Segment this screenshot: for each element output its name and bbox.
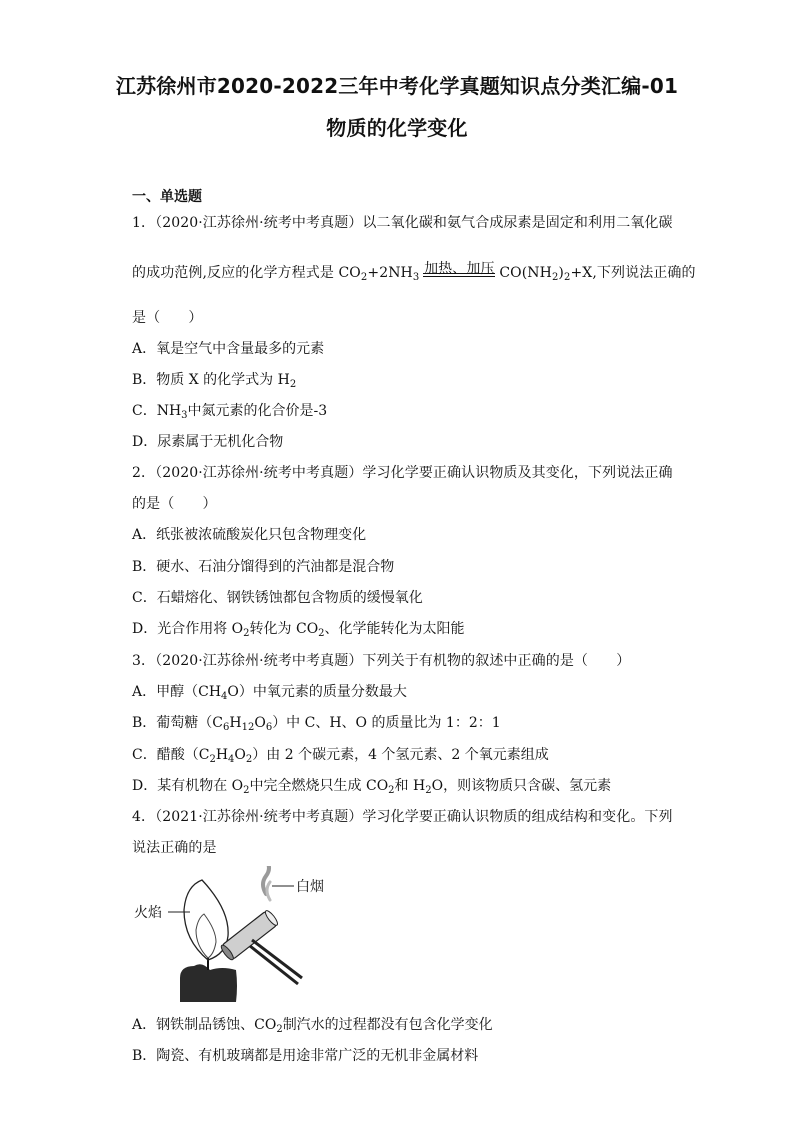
q4-stem-line2: 说法正确的是 (132, 840, 217, 856)
tongs-arm-upper (252, 940, 302, 978)
flame-label: 火焰 (134, 905, 162, 921)
q1-option-d: D．尿素属于无机化合物 (132, 434, 284, 450)
q2-stem-line2: 的是（ ） (132, 496, 217, 512)
q1-stem-line3: 是（ ） (132, 310, 203, 326)
q2-stem-line1: 2．（2020·江苏徐州·统考中考真题）学习化学要正确认识物质及其变化，下列说法正确 (132, 465, 673, 481)
q3-option-a: A．甲醇$(CH_4O)$中氧元素的质量分数最大 (132, 684, 407, 702)
q1-stem-line2: 的成功范例,反应的化学方程式是 $CO_2+2NH_3$ 加热、加压 $CO(NH_2)_2+X$,下列说法正确的 (132, 262, 696, 282)
q1-stem-line1: 1．（2020·江苏徐州·统考中考真题）以二氧化碳和氨气合成尿素是固定和利用二氧化碳 (132, 215, 673, 231)
tongs-arm-lower (250, 946, 298, 984)
q3-option-b: B．葡萄糖$(C_6H_{12}O_6)$中 C、H、O 的质量比为 1：2：1 (132, 715, 501, 733)
q1-option-b: B．物质 X 的化学式为 $H_2$ (132, 372, 297, 390)
section-heading: 一、单选题 (132, 189, 202, 205)
q3-option-d: D．某有机物在 $O_2$中完全燃烧只生成 $CO_2$和 $H_2O$，则该物质只含碳、氢元素 (132, 778, 612, 796)
q2-option-c: C．石蜡熔化、钢铁锈蚀都包含物质的缓慢氧化 (132, 590, 423, 606)
q3-stem-line1: 3．（2020·江苏徐州·统考中考真题）下列关于有机物的叙述中正确的是（ ） (132, 653, 631, 669)
reaction-condition-label: 加热、加压 (424, 261, 495, 277)
q3-option-c: C．醋酸$(C_2H_4O_2)$由 2 个碳元素，4 个氢元素、2 个氧元素组成 (132, 747, 549, 765)
document-title-line2: 物质的化学变化 (326, 116, 468, 140)
white-smoke-wisp (267, 882, 270, 900)
candle-flame-figure (132, 866, 352, 1006)
q1-option-c: C．$NH_3$中氮元素的化合价是-3 (132, 403, 328, 421)
q4-stem-line1: 4．（2021·江苏徐州·统考中考真题）学习化学要正确认识物质的组成结构和变化。下列 (132, 809, 673, 825)
q1-option-a: A．氧是空气中含量最多的元素 (132, 341, 325, 357)
document-title-line1: 江苏徐州市2020-2022三年中考化学真题知识点分类汇编-01 (115, 74, 679, 98)
q2-option-a: A．纸张被浓硫酸炭化只包含物理变化 (132, 527, 367, 543)
smoke-label: 白烟 (296, 879, 324, 895)
q4-option-a: A．钢铁制品锈蚀、$CO_2$制汽水的过程都没有包含化学变化 (132, 1017, 493, 1035)
q2-option-b: B．硬水、石油分馏得到的汽油都是混合物 (132, 559, 395, 575)
q2-option-d: D．光合作用将 $O_2$转化为 $CO_2$、化学能转化为太阳能 (132, 621, 465, 639)
q4-option-b: B．陶瓷、有机玻璃都是用途非常广泛的无机非金属材料 (132, 1048, 479, 1064)
